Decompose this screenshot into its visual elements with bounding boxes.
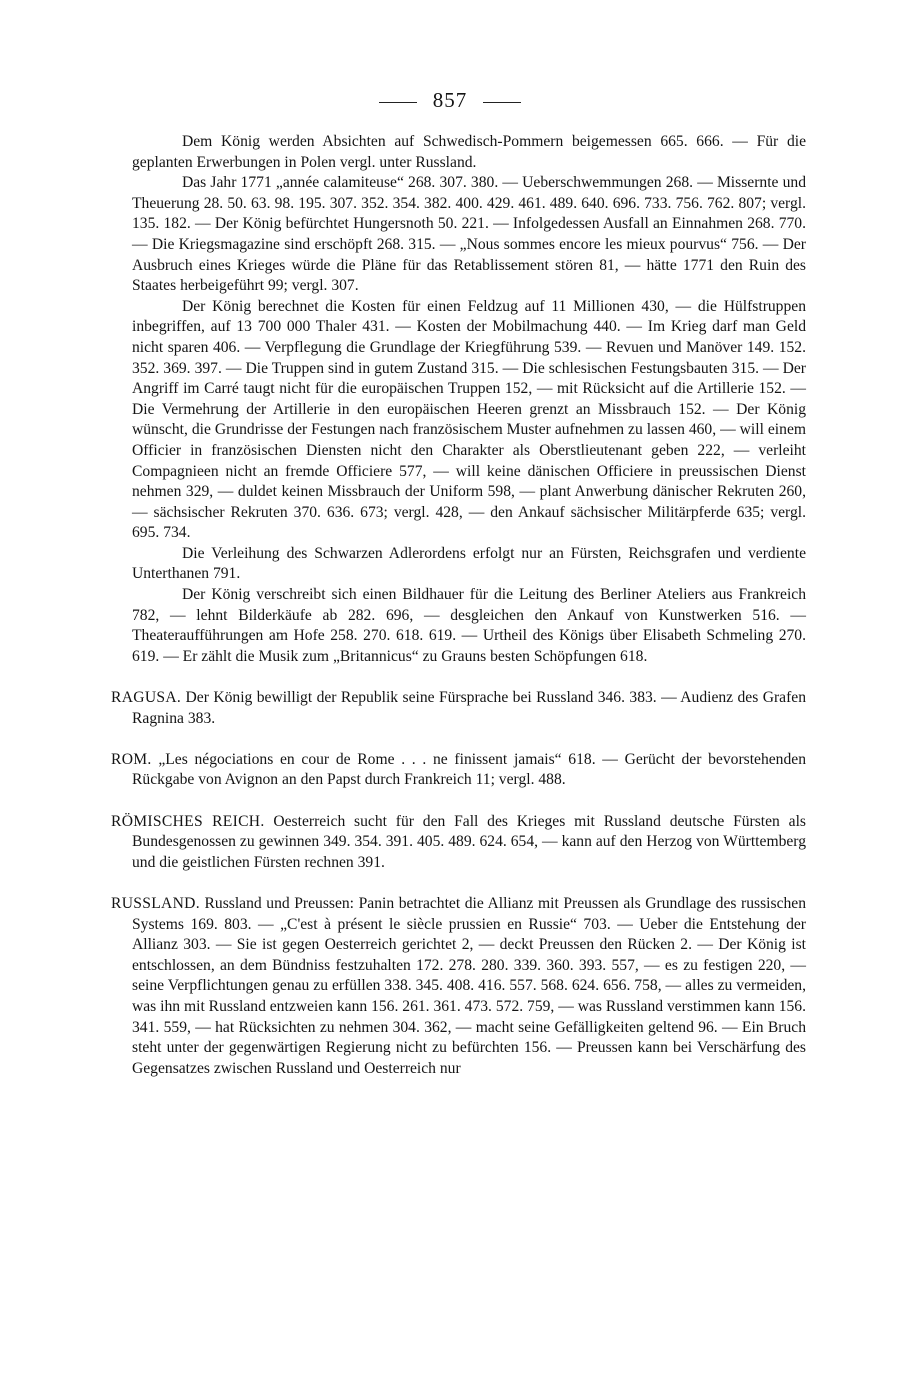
entry-heading: RAGUSA.: [111, 689, 182, 707]
entry-heading: ROM.: [111, 750, 152, 768]
header-rule-left: [379, 102, 417, 103]
paragraph: Die Verleihung des Schwarzen Adlerordens erfolgt nur an Fürsten, Reichsgrafen und verdiente Unterthanen 791.: [132, 544, 806, 583]
body-text: [111, 132, 807, 1079]
page-header: [0, 88, 900, 113]
index-entry-russland: [111, 894, 807, 1079]
index-entry-rom: [111, 750, 806, 791]
page-number: 857: [432, 88, 468, 112]
entry-text: Oesterreich sucht für den Fall des Krieges mit Russland deutsche Fürsten als Bundesgenossen zu gewinnen 349. 354. 391. 405. 489. 624. 654, — kann auf den Herzog von Württemberg und die geistlichen Fürsten rechnen 391.: [132, 812, 806, 871]
paragraph: Der König berechnet die Kosten für einen Feldzug auf 11 Millionen 430, — die Hülfstruppen inbegriffen, auf 13 700 000 Thaler 431. — Kosten der Mobilmachung 440. — Im Krieg darf man Geld nicht sparen 406. — Verpflegung die Grundlage der Kriegführung 539. — Revuen und Manöver 149. 152. 352. 369. 397. — Die Truppen sind in gutem Zustand 315. — Die schlesischen Festungsbauten 315. — Der Angriff im Carré taugt nicht für die europäischen Truppen 152, — mit Rücksicht auf die Artillerie 152. — Die Vermehrung der Artillerie in den europäischen Heeren grenzt an Missbrauch 152. — Der König wünscht, die Grundrisse der Festungen nach französischem Muster aufnehmen zu lassen 460, — will einem Officier in französischen Diensten nicht den Charakter als Oberstlieutenant geben 222, — verleiht Compagnieen nicht an fremde Officiere 577, — will keine dänischen Officiere in preussischen Dienst nehmen 329, — duldet keinen Missbrauch der Uniform 598, — plant Anwerbung dänischer Rekruten 260, — sächsischer Rekruten 370. 636. 673; vergl. 428, — den Ankauf sächsischer Militärpferde 635; vergl. 695. 734.: [132, 297, 806, 542]
paragraph: Der König verschreibt sich einen Bildhauer für die Leitung des Berliner Ateliers aus Frankreich 782, — lehnt Bilderkäufe ab 282. 696, — desgleichen den Ankauf von Kunstwerken 516. — Theateraufführungen am Hofe 258. 270. 618. 619. — Urtheil des Königs über Elisabeth Schmeling 270. 619. — Er zählt die Musik zum „Britannicus“ zu Grauns besten Schöpfungen 618.: [132, 586, 806, 665]
paragraph: Das Jahr 1771 „année calamiteuse“ 268. 307. 380. — Ueberschwemmungen 268. — Missernte und Theuerung 28. 50. 63. 98. 195. 307. 352. 354. 382. 400. 429. 461. 489. 640. 696. 733. 756. 762. 807; vergl. 135. 182. — Der König befürchtet Hungersnoth 50. 221. — Infolgedessen Ausfall an Einnahmen 268. 770. — Die Kriegsmagazine sind erschöpft 268. 315. — „Nous sommes encore les mieux pourvus“ 756. — Der Ausbruch eines Krieges würde die Pläne für das Retablissement stören 81, — hätte 1771 den Ruin des Staates herbeigeführt 99; vergl. 307.: [132, 174, 806, 295]
entry-text: Russland und Preussen: Panin betrachtet die Allianz mit Preussen als Grundlage des russischen Systems 169. 803. — „C'est à présent le siècle prussien en Russie“ 703. — Ueber die Entstehung der Allianz 303. — Sie ist gegen Oesterreich gerichtet 2, — deckt Preussen den Rücken 2. — Der König ist entschlossen, an dem Bündniss festzuhalten 172. 278. 280. 339. 360. 393. 557, — es zu festigen 220, — seine Verpflichtungen genau zu erfüllen 338. 345. 408. 416. 557. 568. 624. 656. 758, — alles zu vermeiden, was ihn mit Russland entzweien kann 156. 261. 361. 473. 572. 759, — was Russland verstimmen kann 156. 341. 559, — hat Rücksichten zu nehmen 304. 362, — macht seine Gefälligkeiten geltend 96. — Ein Bruch steht unter der gegenwärtigen Regierung nicht zu befürchten 156. — Preussen kann bei Verschärfung des Gegensatzes zwischen Russland und Oesterreich nur: [132, 894, 807, 1077]
entry-text: „Les négociations en cour de Rome . . . ne finissent jamais“ 618. — Gerücht der bevorstehenden Rückgabe von Avignon an den Papst durch Frankreich 11; vergl. 488.: [132, 750, 806, 789]
index-entry-roemisches-reich: [111, 812, 806, 874]
entry-text: Der König bewilligt der Republik seine Fürsprache bei Russland 346. 383. — Audienz des Grafen Ragnina 383.: [132, 689, 806, 727]
paragraph: Dem König werden Absichten auf Schwedisch-Pommern beigemessen 665. 666. — Für die geplanten Erwerbungen in Polen vergl. unter Russland.: [132, 133, 806, 171]
entry-heading: RÖMISCHES REICH.: [111, 812, 265, 830]
entry-heading: RUSSLAND.: [111, 894, 200, 912]
header-rule-right: [483, 102, 521, 103]
index-entry-ragusa: [111, 688, 806, 729]
